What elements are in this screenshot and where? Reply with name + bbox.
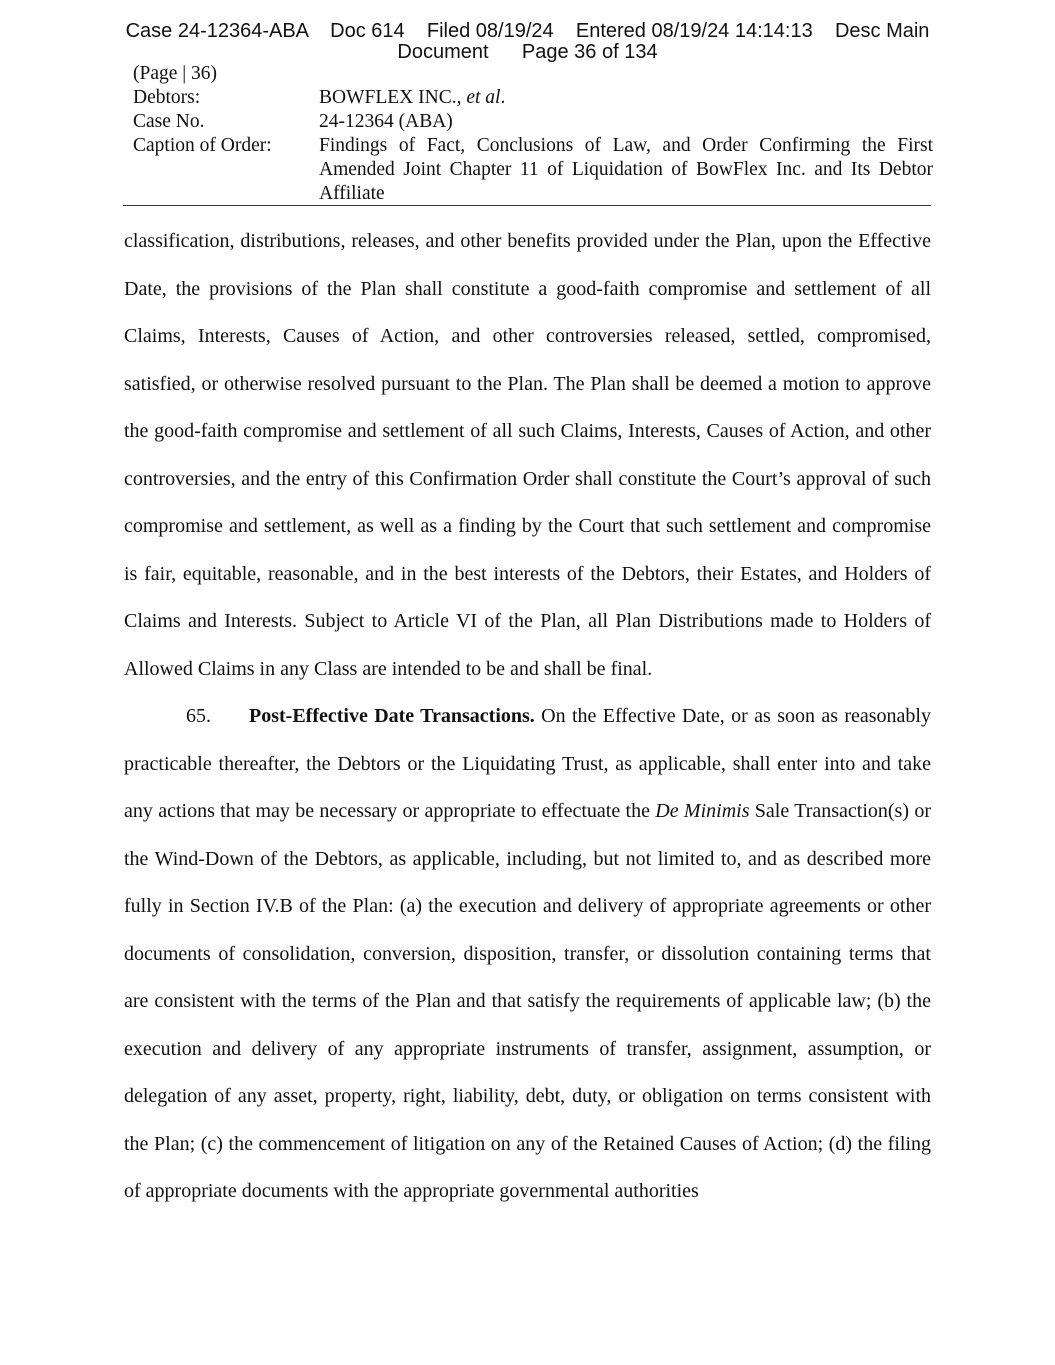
caption-case-row bbox=[133, 110, 933, 134]
caption-case-label: Case No. bbox=[133, 111, 205, 132]
paragraph-number: 65. bbox=[186, 705, 211, 727]
court-filing-stamp-line-1: Case 24-12364-ABA Doc 614 Filed 08/19/24 Entered 08/19/24 14:14:13 Desc Main bbox=[125, 20, 930, 42]
caption-debtors-row bbox=[133, 86, 933, 110]
caption-debtors-etal: et al bbox=[466, 87, 501, 108]
order-caption-block bbox=[133, 62, 933, 206]
continuation-paragraph: classification, distributions, releases, and other benefits provided under the Plan, upon the Effective Date, the provisions of the Plan shall constitute a good-faith compromise and settlement of all Claims, Interests, Causes of Action, and other controversies released, settled, compromised, satisfied, or otherwise resolved pursuant to the Plan. The Plan shall be deemed a motion to approve the good-faith compromise and settlement of all such Claims, Interests, Causes of Action, and other controversies, and the entry of this Confirmation Order shall constitute the Court’s approval of such compromise and settlement, as well as a finding by the Court that such settlement and compromise is fair, equitable, reasonable, and in the best interests of the Debtors, their Estates, and Holders of Claims and Interests. Subject to Article VI of the Plan, all Plan Distributions made to Holders of Allowed Claims in any Class are intended to be and shall be final. bbox=[124, 230, 931, 680]
caption-divider bbox=[123, 205, 931, 206]
caption-debtors-value bbox=[319, 86, 933, 110]
caption-order-row bbox=[133, 134, 933, 206]
caption-order-value: Findings of Fact, Conclusions of Law, and Order Confirming the First Amended Joint Chapter 11 of Liquidation of BowFlex Inc. and Its Debtor Affiliate bbox=[319, 135, 933, 204]
caption-page-ref-row bbox=[133, 62, 933, 86]
paragraph-65-text-b: Sale Transaction(s) or the Wind-Down of the Debtors, as applicable, including, but not limited to, and as described more fully in Section IV.B of the Plan: (a) the execution and delivery of appropriate agreements or other documents of consolidation, conversion, disposition, transfer, or dissolution containing terms that are consistent with the terms of the Plan and that satisfy the requirements of applicable law; (b) the execution and delivery of any appropriate instruments of transfer, assignment, assumption, or delegation of any asset, property, right, liability, debt, duty, or obligation on terms consistent with the Plan; (c) the commencement of litigation on any of the Retained Causes of Action; (d) the filing of appropriate documents with the appropriate governmental authorities bbox=[124, 800, 931, 1202]
caption-debtors-label: Debtors: bbox=[133, 87, 201, 108]
paragraph-65-italic: De Minimis bbox=[655, 800, 750, 822]
document-body bbox=[124, 218, 931, 1216]
court-filing-stamp-line-2: Document Page 36 of 134 bbox=[397, 41, 658, 63]
paragraph-65 bbox=[124, 693, 931, 1216]
caption-order-label: Caption of Order: bbox=[133, 135, 272, 156]
paragraph-heading: Post-Effective Date Transactions. bbox=[249, 705, 535, 727]
caption-debtors-name: BOWFLEX INC., bbox=[319, 87, 467, 108]
caption-case-value: 24-12364 (ABA) bbox=[319, 111, 453, 132]
caption-page-ref: (Page | 36) bbox=[133, 63, 218, 84]
paragraph-65-text-a: On the Effective Date, or as soon as reasonably practicable thereafter, the Debtors or the Liquidating Trust, as applicable, shall enter into and take any actions that may be necessary or appropriate to effectuate the bbox=[124, 705, 931, 822]
caption-debtors-tail: . bbox=[500, 87, 506, 108]
